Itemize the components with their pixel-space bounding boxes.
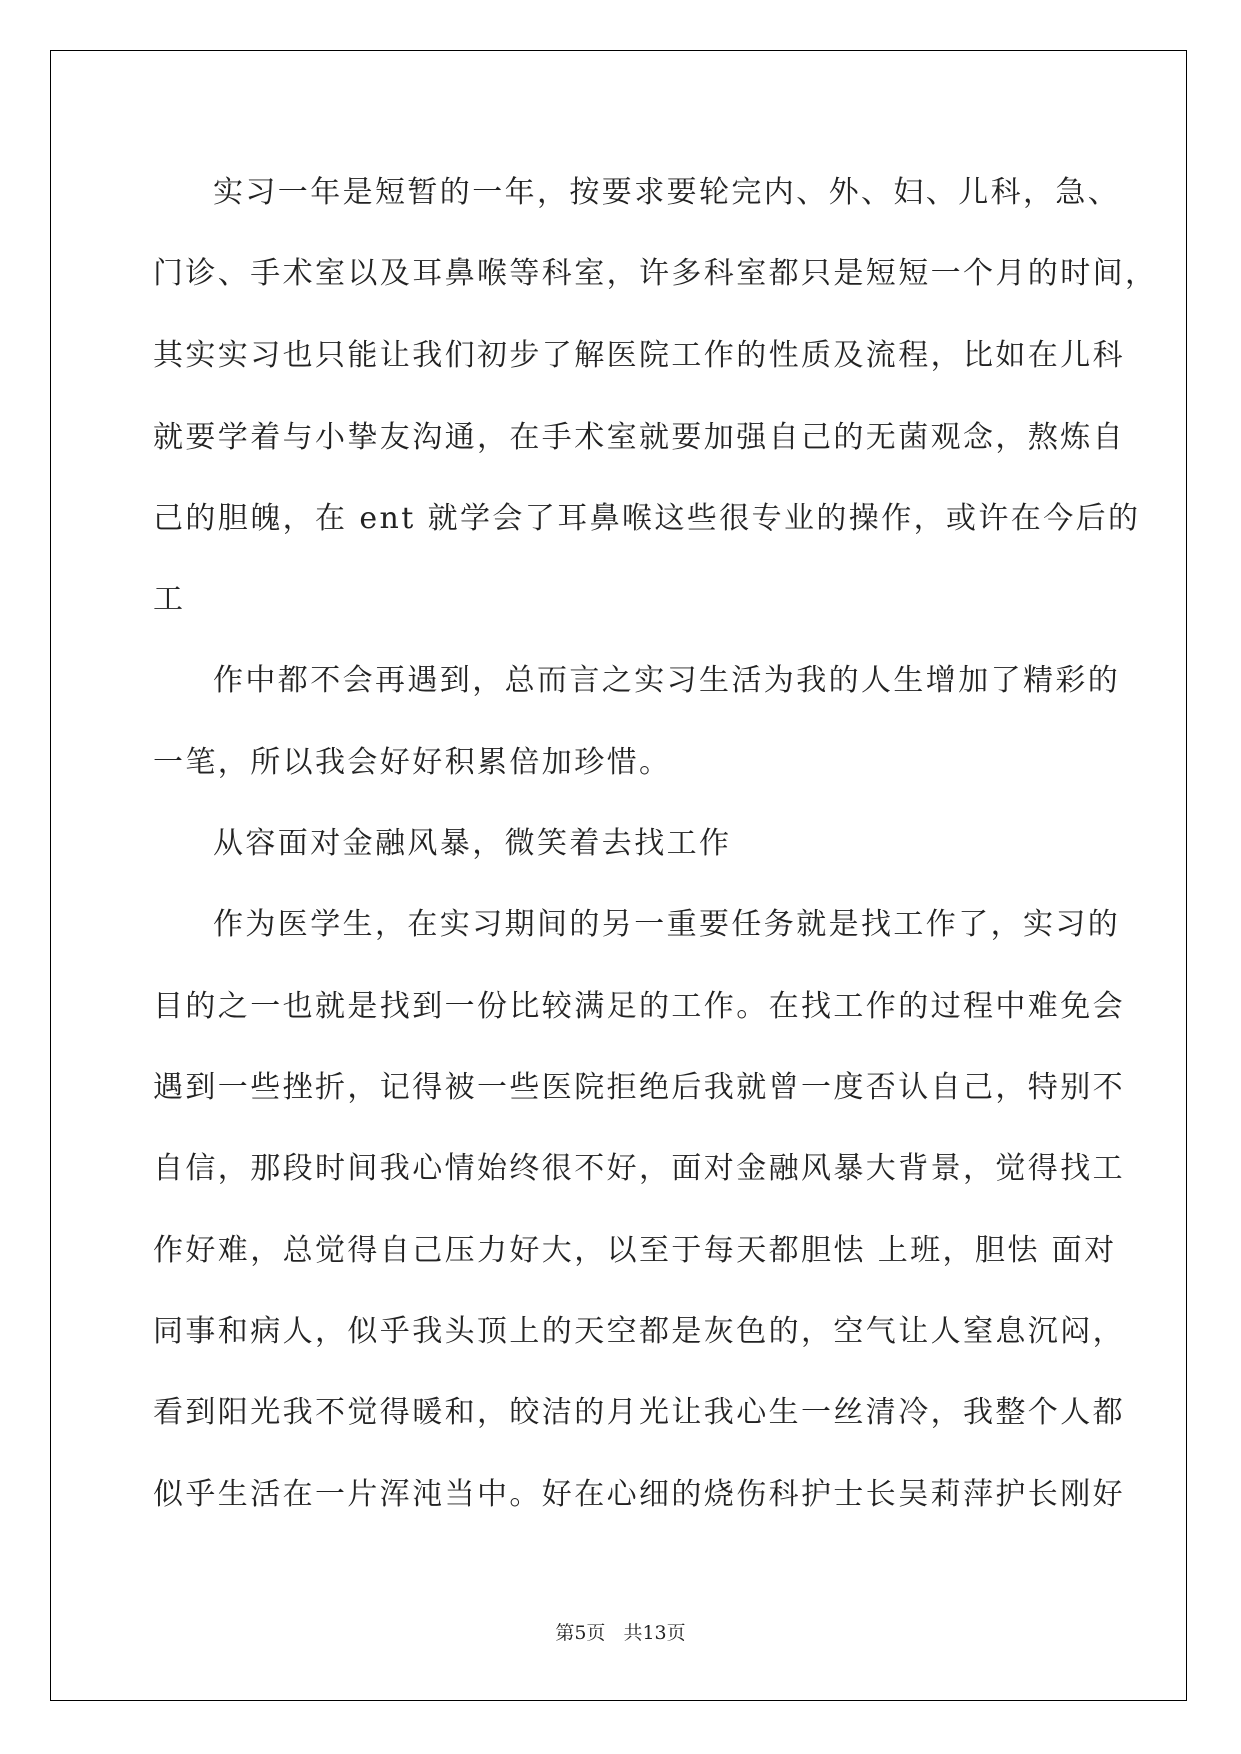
text-line: 遇到一些挫折，记得被一些医院拒绝后我就曾一度否认自己，特别不: [153, 1070, 1125, 1105]
page-total: 共13页: [623, 1622, 686, 1644]
text-line: 看到阳光我不觉得暖和，皎洁的月光让我心生一丝清冷，我整个人都: [153, 1395, 1125, 1430]
text-line: 作好难，总觉得自己压力好大，以至于每天都胆怯 上班，胆怯 面对: [153, 1233, 1117, 1268]
section-heading: 从容面对金融风暴，微笑着去找工作: [213, 826, 732, 861]
text-line: 实习一年是短暂的一年，按要求要轮完内、外、妇、儿科，急、: [213, 175, 1121, 210]
text-line: 工: [153, 582, 186, 617]
text-line: 目的之一也就是找到一份比较满足的工作。在找工作的过程中难免会: [153, 989, 1125, 1024]
page-number: 第5页: [555, 1622, 606, 1644]
text-line: 就要学着与小挚友沟通，在手术室就要加强自己的无菌观念，熬炼自: [153, 420, 1125, 455]
text-line: 门诊、手术室以及耳鼻喉等科室，许多科室都只是短短一个月的时间，: [153, 256, 1158, 291]
page-footer: [0, 1620, 1241, 1646]
text-line: 作中都不会再遇到，总而言之实习生活为我的人生增加了精彩的: [213, 663, 1121, 698]
text-line: 自信，那段时间我心情始终很不好，面对金融风暴大背景，觉得找工: [153, 1151, 1125, 1186]
text-line: 己的胆魄，在 ent 就学会了耳鼻喉这些很专业的操作，或许在今后的: [153, 501, 1141, 536]
text-line: 似乎生活在一片浑沌当中。好在心细的烧伤科护士长吴莉萍护长刚好: [153, 1477, 1125, 1512]
text-line: 其实实习也只能让我们初步了解医院工作的性质及流程，比如在儿科: [153, 338, 1125, 373]
text-line: 一笔，所以我会好好积累倍加珍惜。: [153, 745, 672, 780]
text-line: 作为医学生，在实习期间的另一重要任务就是找工作了，实习的: [213, 907, 1121, 942]
page-frame: [50, 50, 1187, 1701]
text-line: 同事和病人，似乎我头顶上的天空都是灰色的，空气让人窒息沉闷，: [153, 1314, 1125, 1349]
